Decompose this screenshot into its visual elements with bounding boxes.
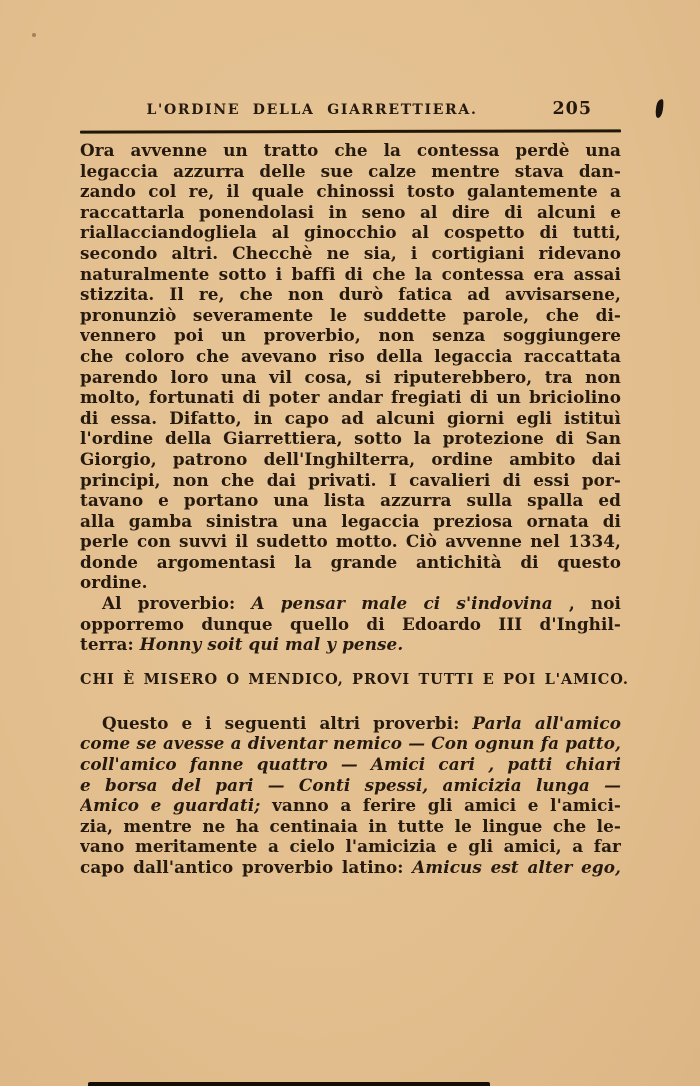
body-line: vennero poi un proverbio, non senza soggiungere — [80, 325, 621, 346]
header-rule — [80, 129, 621, 133]
body-line: Al proverbio: A pensar male ci s'indovina , noi — [102, 593, 621, 614]
body-line: Giorgio, patrono dell'Inghilterra, ordine ambito dai — [80, 448, 621, 469]
body-line: pronunziò severamente le suddette parole, che di- — [80, 304, 621, 325]
page-header — [80, 100, 620, 124]
text-block — [80, 140, 629, 878]
body-line: vano meritamente a cielo l'amicizia e gli amici, a far — [80, 836, 621, 857]
body-line: tavano e portano una lista azzurra sulla spalla ed — [80, 490, 621, 511]
body-line: coll'amico fanne quattro — Amici cari , patti chiari — [80, 754, 621, 775]
body-line: molto, fortunati di poter andar fregiati di un briciolino — [80, 387, 621, 408]
body-line: donde argomentasi la grande antichità di questo — [80, 551, 621, 572]
body-line: l'ordine della Giarrettiera, sotto la protezione di San — [80, 428, 621, 449]
body-line: come se avesse a diventar nemico — Con ognun fa patto, — [80, 733, 621, 754]
body-line: zia, mentre ne ha centinaia in tutte le lingue che le- — [80, 815, 621, 836]
paper-speck — [32, 33, 36, 37]
body-line: raccattarla ponendolasi in seno al dire di alcuni e — [80, 201, 621, 222]
body-line: Ora avvenne un tratto che la contessa perdè una — [80, 140, 621, 160]
page-edge-shadow — [88, 1082, 490, 1086]
body-line: parendo loro una vil cosa, si riputerebbero, tra non — [80, 366, 621, 387]
page-number: 205 — [552, 99, 592, 119]
body-line: e borsa del pari — Conti spessi, amicizia lunga — — [80, 774, 621, 795]
margin-mark — [34, 868, 36, 935]
margin-mark — [34, 640, 36, 766]
margin-mark — [33, 527, 35, 536]
body-line: naturalmente sotto i baffi di che la contessa era assai — [80, 263, 621, 284]
body-line: zando col re, il quale chinossi tosto galantemente a — [80, 181, 621, 202]
body-line: terra: Honny soit qui mal y pense. — [80, 634, 404, 655]
body-line: alla gamba sinistra una legaccia preziosa ornata di — [80, 510, 621, 531]
running-title: L'ORDINE DELLA GIARRETTIERA. — [146, 102, 478, 118]
margin-mark — [33, 365, 35, 507]
body-line: principi, non che dai privati. I cavalieri di essi por- — [80, 469, 621, 490]
section-heading: CHI È MISERO O MENDICO, PROVI TUTTI E POI L'AMICO. — [80, 670, 629, 688]
body-line: Amico e guardati; vanno a ferire gli amici e l'amici- — [80, 795, 621, 816]
body-line: capo dall'antico proverbio latino: Amicus est alter ego, — [80, 857, 621, 877]
body-line: che coloro che avevano riso della legaccia raccattata — [80, 345, 621, 366]
body-line: opporremo dunque quello di Edoardo III d'Inghil- — [80, 613, 621, 634]
ink-blot — [655, 99, 665, 119]
body-line: secondo altri. Checchè ne sia, i cortigiani ridevano — [80, 242, 621, 263]
body-line: stizzita. Il re, che non durò fatica ad avvisarsene, — [80, 284, 621, 305]
margin-mark — [33, 514, 35, 521]
body-line: Questo e i seguenti altri proverbi: Parla all'amico — [102, 712, 621, 733]
body-line: ordine. — [80, 572, 148, 593]
body-line: di essa. Difatto, in capo ad alcuni giorni egli istituì — [80, 407, 621, 428]
body-line: riallacciandogliela al ginocchio al cospetto di tutti, — [80, 222, 621, 243]
body-line: perle con suvvi il sudetto motto. Ciò avvenne nel 1334, — [80, 531, 621, 552]
body-line: legaccia azzurra delle sue calze mentre stava dan- — [80, 160, 621, 181]
